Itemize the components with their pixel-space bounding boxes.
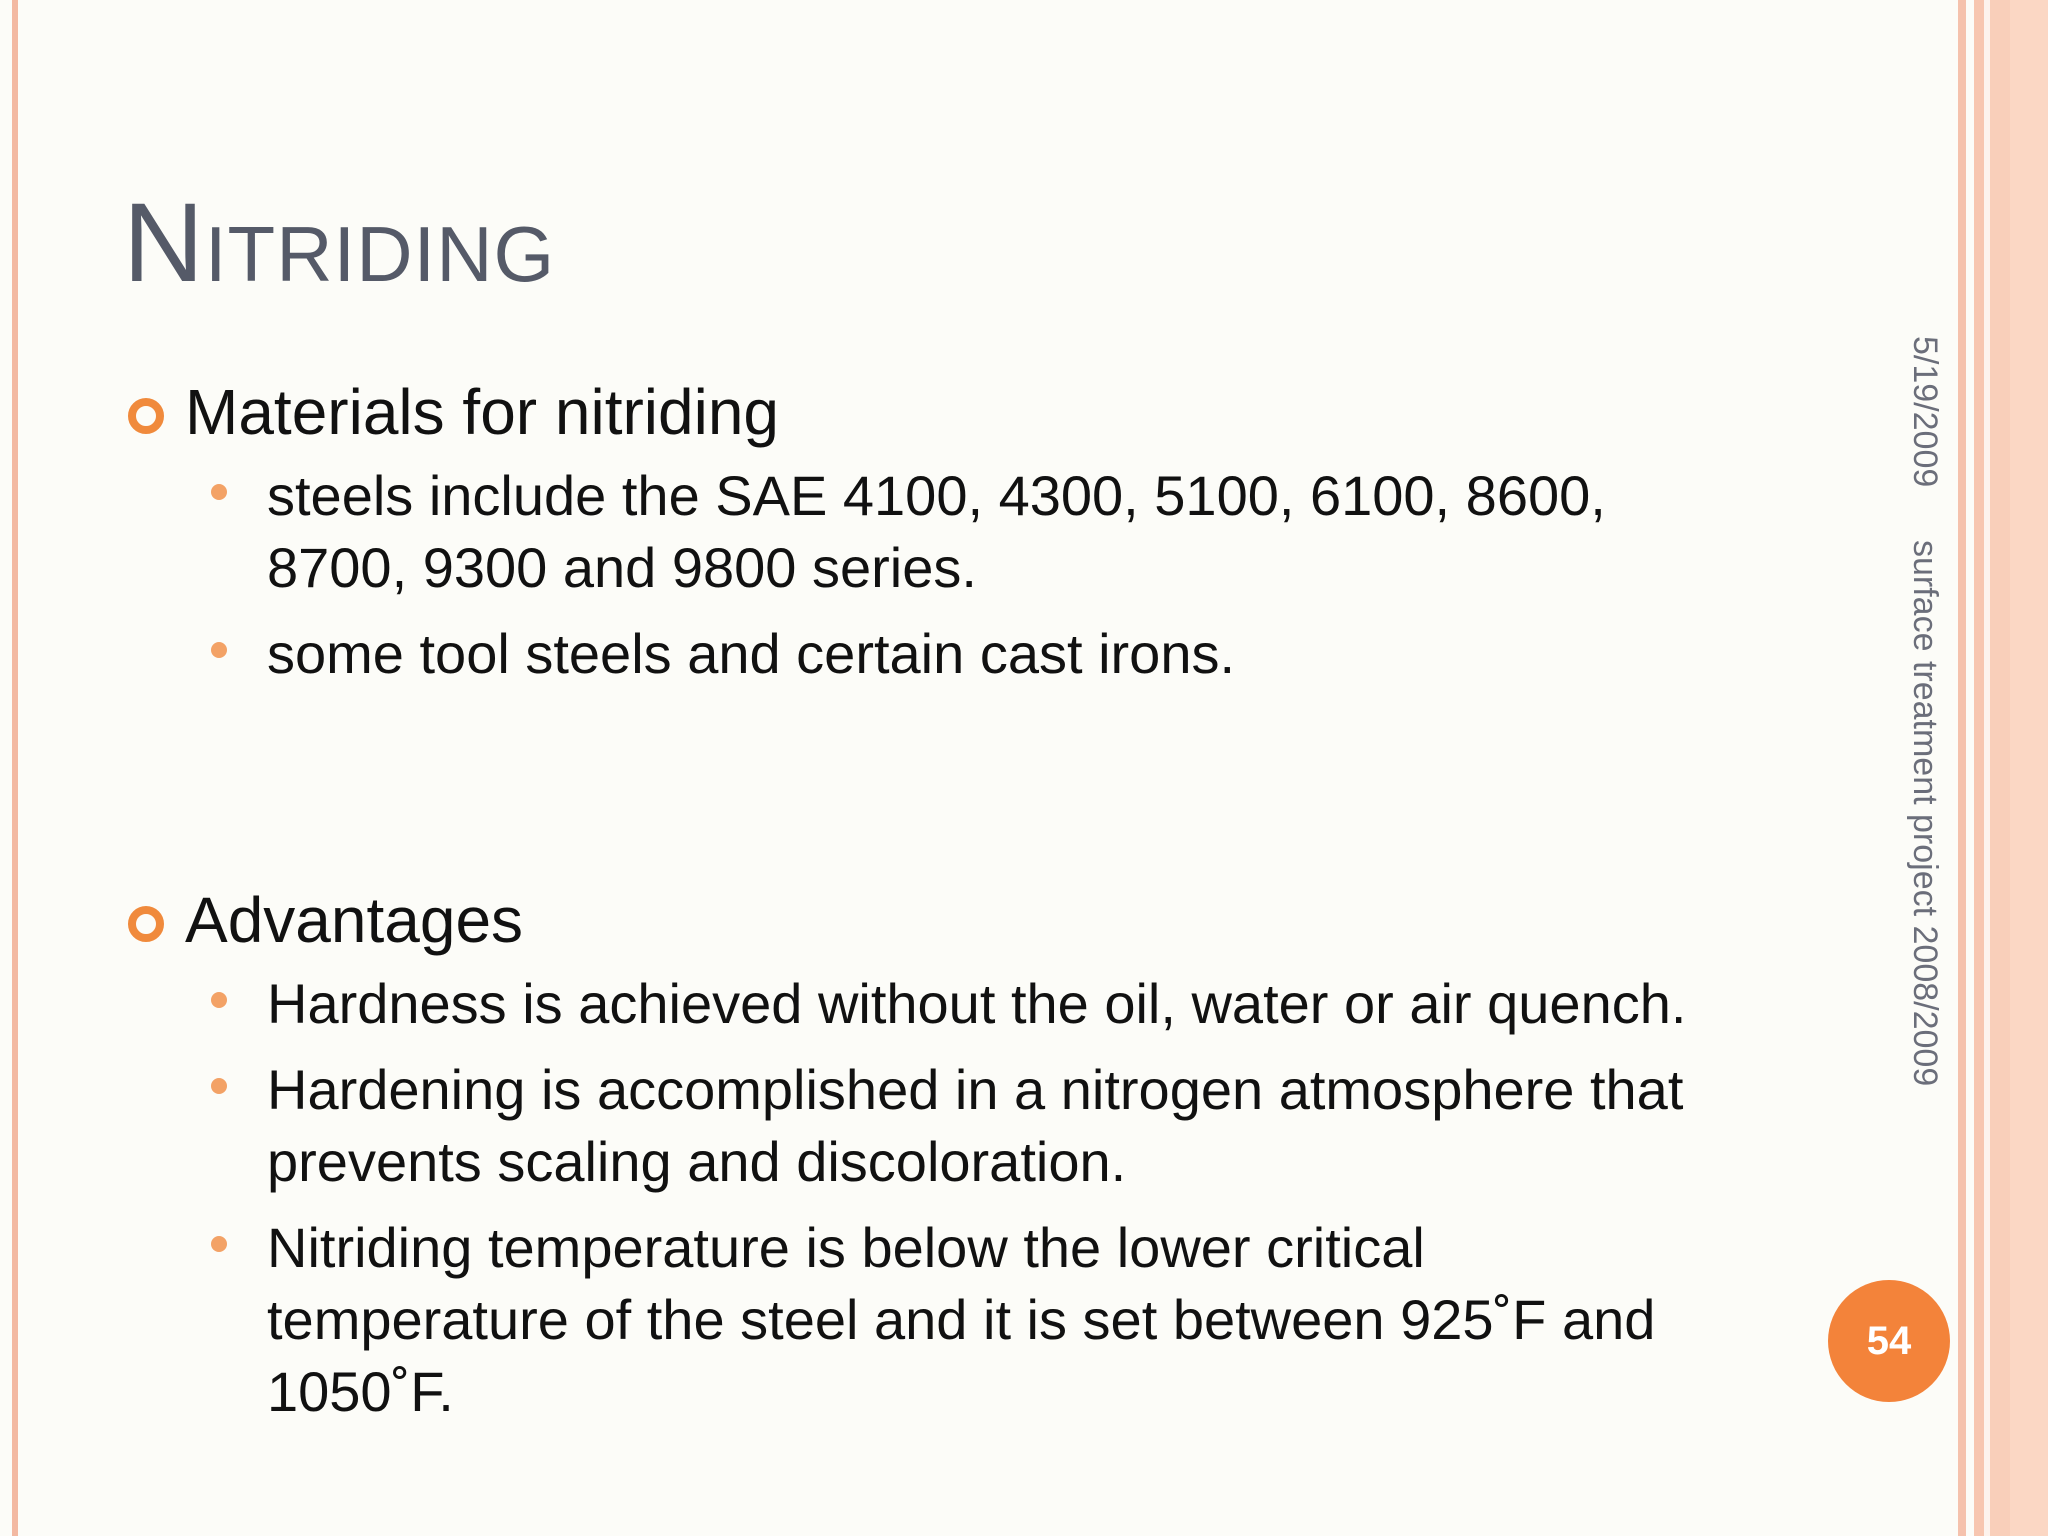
- frame-stripe-right-4: [2010, 0, 2048, 1536]
- footer-project: surface treatment project 2008/2009: [1906, 540, 1944, 1087]
- dot-bullet-icon: [211, 484, 227, 500]
- ring-bullet-icon: [128, 906, 164, 942]
- dot-bullet-icon: [211, 1236, 227, 1252]
- footer-date: 5/19/2009: [1906, 336, 1944, 488]
- frame-stripe-left: [12, 0, 18, 1536]
- section-heading-row: [120, 880, 1687, 970]
- frame-stripe-right-3: [1990, 0, 2010, 1536]
- slide-title: Nitriding: [123, 180, 556, 305]
- ring-bullet-icon: [128, 398, 164, 434]
- list-item-text: Hardening is accomplished in a nitrogen atmosphere that prevents scaling and discoloration.: [267, 1058, 1684, 1193]
- list-item: [120, 1212, 1687, 1428]
- section-heading: Advantages: [185, 884, 524, 956]
- list-item-text: some tool steels and certain cast irons.: [267, 622, 1236, 685]
- section-materials: [120, 372, 1687, 690]
- list-item: [120, 968, 1687, 1040]
- frame-stripe-right-2: [1974, 0, 1984, 1536]
- dot-bullet-icon: [211, 1078, 227, 1094]
- slide-number-badge: 54: [1828, 1280, 1950, 1402]
- list-item: [120, 1054, 1687, 1198]
- list-item-text: Hardness is achieved without the oil, water or air quench.: [267, 972, 1687, 1035]
- list-item-text: Nitriding temperature is below the lower critical temperature of the steel and it is set between 925˚F and 1050˚F.: [267, 1216, 1656, 1423]
- section-advantages: [120, 880, 1687, 1428]
- section-heading-row: [120, 372, 1687, 462]
- dot-bullet-icon: [211, 642, 227, 658]
- section-heading: Materials for nitriding: [185, 376, 779, 448]
- dot-bullet-icon: [211, 992, 227, 1008]
- list-item: [120, 460, 1687, 604]
- list-item-text: steels include the SAE 4100, 4300, 5100, 6100, 8600, 8700, 9300 and 9800 series.: [267, 464, 1606, 599]
- list-item: [120, 618, 1687, 690]
- frame-stripe-right-1: [1958, 0, 1966, 1536]
